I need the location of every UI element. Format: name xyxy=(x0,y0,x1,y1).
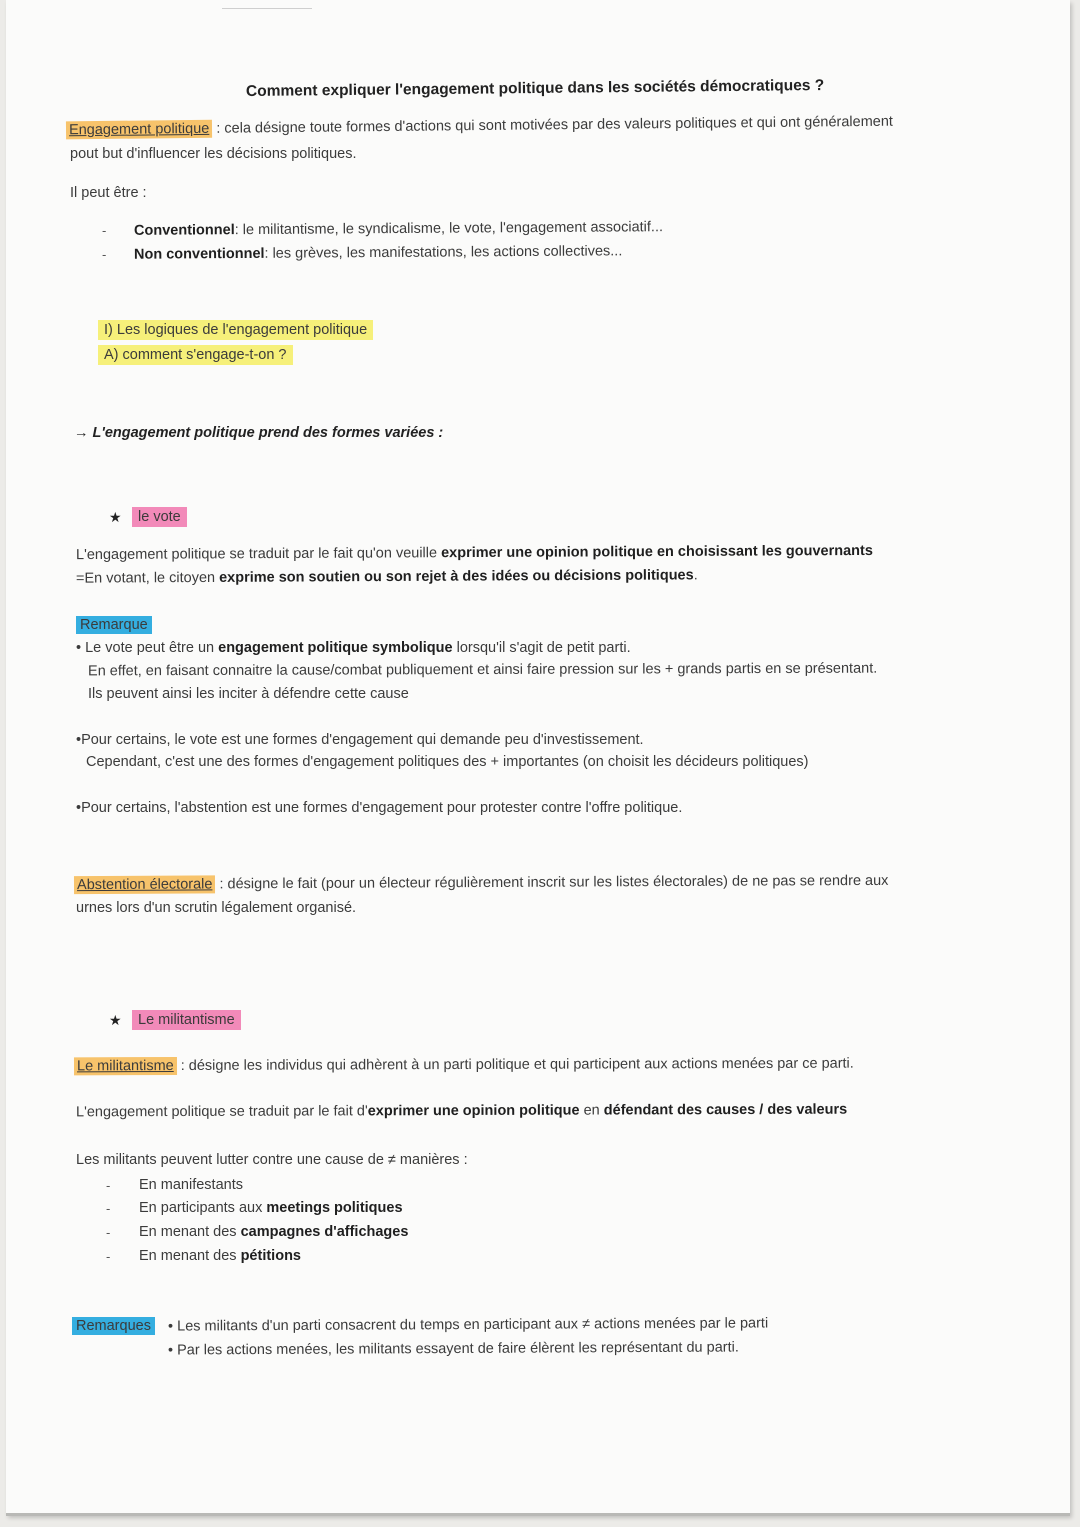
term-engagement-politique: Engagement politique xyxy=(66,120,212,140)
way-text: En manifestants xyxy=(139,1177,243,1193)
militantisme-heading-label: Le militantisme xyxy=(132,1010,241,1030)
form-non-conventionnel xyxy=(134,242,622,263)
remarque-2 xyxy=(72,1317,155,1335)
way-item xyxy=(139,1247,301,1265)
star-bullet-icon: ★ xyxy=(109,509,122,525)
remarque1-b1-end: lorsqu'il s'agit de petit parti. xyxy=(452,640,631,656)
abstention-line1: : désigne le fait (pour un électeur régulièrement inscrit sur les listes électorales) de ne pas se rendre aux xyxy=(219,872,889,893)
expr-start: L'engagement politique se traduit par le fait d' xyxy=(75,1103,368,1121)
vote-line2 xyxy=(76,566,698,587)
section-I: I) Les logiques de l'engagement politique xyxy=(98,320,373,340)
definition-engagement-line1: : cela désigne toute formes d'actions qui sont motivées par des valeurs politiques et qui ont généralement xyxy=(216,113,893,137)
remarques-label: Remarques xyxy=(72,1317,155,1335)
way-bold: pétitions xyxy=(240,1248,301,1264)
remarque1-b2-line2: Cependant, c'est une des formes d'engagement politiques des + importantes (on choisit les décideurs politiques) xyxy=(86,754,809,770)
list-bullet: - xyxy=(106,1225,111,1240)
form-label: Conventionnel xyxy=(133,222,235,239)
remarque1-b3: •Pour certains, l'abstention est une formes d'engagement pour protester contre l'offre politique. xyxy=(76,800,683,816)
section-heading-A xyxy=(98,346,293,364)
expr-bold2: défendant des causes / des valeurs xyxy=(603,1101,848,1119)
way-text: En menant des xyxy=(139,1248,241,1264)
remarque1-b1-line2: En effet, en faisant connaitre la cause/combat publiquement et ainsi faire pression sur les + grands partis en se présentant. xyxy=(87,660,878,680)
star-bullet-icon: ★ xyxy=(109,1012,122,1028)
remarque1-b2-line1: •Pour certains, le vote est une formes d'engagement qui demande peu d'investissement. xyxy=(76,732,644,748)
militantisme-expression xyxy=(76,1101,847,1122)
expr-bold1: exprimer une opinion politique xyxy=(367,1102,580,1120)
vote-line1-bold: exprimer une opinion politique en choisissant les gouvernants xyxy=(441,542,873,562)
section-heading-I xyxy=(98,321,373,339)
definition-militantisme xyxy=(74,1055,854,1076)
definition-engagement-line2: pout but d'influencer les décisions politiques. xyxy=(70,146,357,162)
vote-line1-start: L'engagement politique se traduit par le fait qu'on veuille xyxy=(75,545,442,564)
remarque2-line2: • Par les actions menées, les militants essayent de faire élèrent les représentant du parti. xyxy=(167,1339,739,1359)
way-item xyxy=(139,1199,403,1217)
way-item xyxy=(139,1176,243,1194)
vote-heading xyxy=(132,508,187,526)
remarque1-b1-bold: engagement politique symbolique xyxy=(218,640,453,656)
form-text: : les grèves, les manifestations, les actions collectives... xyxy=(264,243,623,262)
remarque1-b1-start: • Le vote peut être un xyxy=(76,640,219,656)
vote-heading-label: le vote xyxy=(132,507,187,527)
term-abstention: Abstention électorale xyxy=(74,875,216,894)
term-militantisme: Le militantisme xyxy=(74,1057,177,1075)
vote-line2-end: . xyxy=(693,567,698,584)
page-title: Comment expliquer l'engagement politique dans les sociétés démocratiques ? xyxy=(245,76,825,101)
way-text: En menant des xyxy=(139,1224,241,1240)
form-label: Non conventionnel xyxy=(133,245,265,263)
remarque1-b1-line3: Ils peuvent ainsi les inciter à défendre cette cause xyxy=(88,686,409,702)
list-bullet: - xyxy=(102,247,107,262)
remarque-1 xyxy=(76,616,152,634)
way-item xyxy=(139,1223,408,1241)
expr-mid: en xyxy=(579,1102,604,1119)
list-bullet: - xyxy=(106,1178,111,1193)
page-bottom-edge xyxy=(6,1513,1070,1516)
form-conventionnel xyxy=(134,218,663,240)
remarque2-line1: • Les militants d'un parti consacrent du temps en participant aux ≠ actions menées par le parti xyxy=(167,1315,769,1335)
il-peut-etre: Il peut être : xyxy=(70,185,147,201)
way-bold: campagnes d'affichages xyxy=(240,1224,409,1240)
remarque1-bullet1 xyxy=(76,639,631,657)
way-bold: meetings politiques xyxy=(266,1200,403,1216)
arrow-line: → L'engagement politique prend des formes variées : xyxy=(74,425,444,441)
form-text: : le militantisme, le syndicalisme, le vote, l'engagement associatif... xyxy=(234,219,664,239)
vote-line2-start: =En votant, le citoyen xyxy=(75,569,220,587)
militantisme-def-text: : désigne les individus qui adhèrent à un parti politique et qui participent aux actions menées par ce parti. xyxy=(180,1055,854,1074)
way-text: En participants aux xyxy=(139,1200,267,1216)
militantisme-heading xyxy=(132,1011,241,1029)
remarque-label: Remarque xyxy=(76,616,152,634)
ways-intro: Les militants peuvent lutter contre une cause de ≠ manières : xyxy=(76,1152,468,1168)
top-rule xyxy=(222,8,312,9)
abstention-line2: urnes lors d'un scrutin légalement organisé. xyxy=(76,900,357,916)
vote-line2-bold: exprime son soutien ou son rejet à des idées ou décisions politiques xyxy=(219,567,694,586)
list-bullet: - xyxy=(102,223,107,238)
list-bullet: - xyxy=(106,1249,111,1264)
list-bullet: - xyxy=(106,1201,111,1216)
section-A: A) comment s'engage-t-on ? xyxy=(98,345,293,365)
